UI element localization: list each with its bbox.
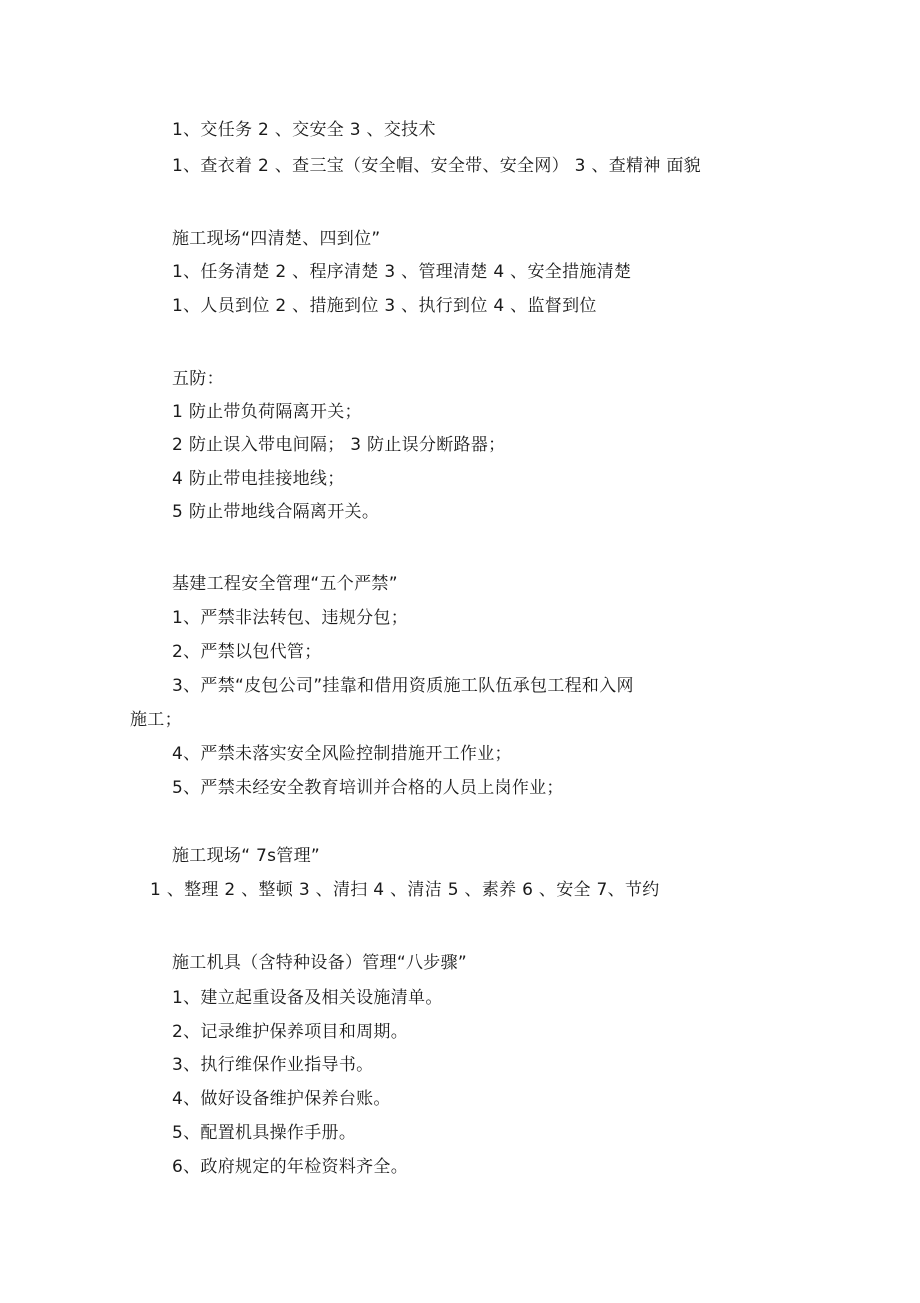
text-line: 1、严禁非法转包、违规分包； xyxy=(172,608,409,628)
text-line: 3、严禁“皮包公司”挂靠和借用资质施工队伍承包工程和入网 xyxy=(172,676,634,696)
text-line: 1 、整理 2 、整顿 3 、清扫 4 、清洁 5 、素养 6 、安全 7、节约 xyxy=(150,880,660,900)
text-line: 1、查衣着 2 、查三宝（安全帽、安全带、安全网） 3 、查精神 面貌 xyxy=(172,156,701,176)
text-line: 4、严禁未落实安全风险控制措施开工作业； xyxy=(172,744,512,764)
section-heading: 施工机具（含特种设备）管理“八步骤” xyxy=(172,953,468,973)
text-line: 1、建立起重设备及相关设施清单。 xyxy=(172,988,443,1008)
section-heading: 基建工程安全管理“五个严禁” xyxy=(172,574,398,594)
section-heading: 施工现场“四清楚、四到位” xyxy=(172,229,381,249)
text-line: 2、严禁以包代管； xyxy=(172,642,322,662)
text-line: 1 防止带负荷隔离开关； xyxy=(172,402,362,422)
text-line: 6、政府规定的年检资料齐全。 xyxy=(172,1157,409,1177)
text-line: 5 防止带地线合隔离开关。 xyxy=(172,502,380,522)
section-heading: 五防： xyxy=(172,369,224,389)
text-line: 4、做好设备维护保养台账。 xyxy=(172,1089,391,1109)
text-line: 1、人员到位 2 、措施到位 3 、执行到位 4 、监督到位 xyxy=(172,296,597,316)
text-line: 5、配置机具操作手册。 xyxy=(172,1123,357,1143)
text-line: 1、任务清楚 2 、程序清楚 3 、管理清楚 4 、安全措施清楚 xyxy=(172,262,632,282)
text-line: 施工； xyxy=(130,710,182,730)
text-line: 1、交任务 2 、交安全 3 、交技术 xyxy=(172,120,436,140)
text-line: 2 防止误入带电间隔； 3 防止误分断路器； xyxy=(172,435,506,455)
text-line: 2、记录维护保养项目和周期。 xyxy=(172,1022,409,1042)
text-line: 5、严禁未经安全教育培训并合格的人员上岗作业； xyxy=(172,778,564,798)
section-heading: 施工现场“ 7s管理” xyxy=(172,846,320,866)
text-line: 3、执行维保作业指导书。 xyxy=(172,1055,374,1075)
text-line: 4 防止带电挂接地线； xyxy=(172,469,345,489)
